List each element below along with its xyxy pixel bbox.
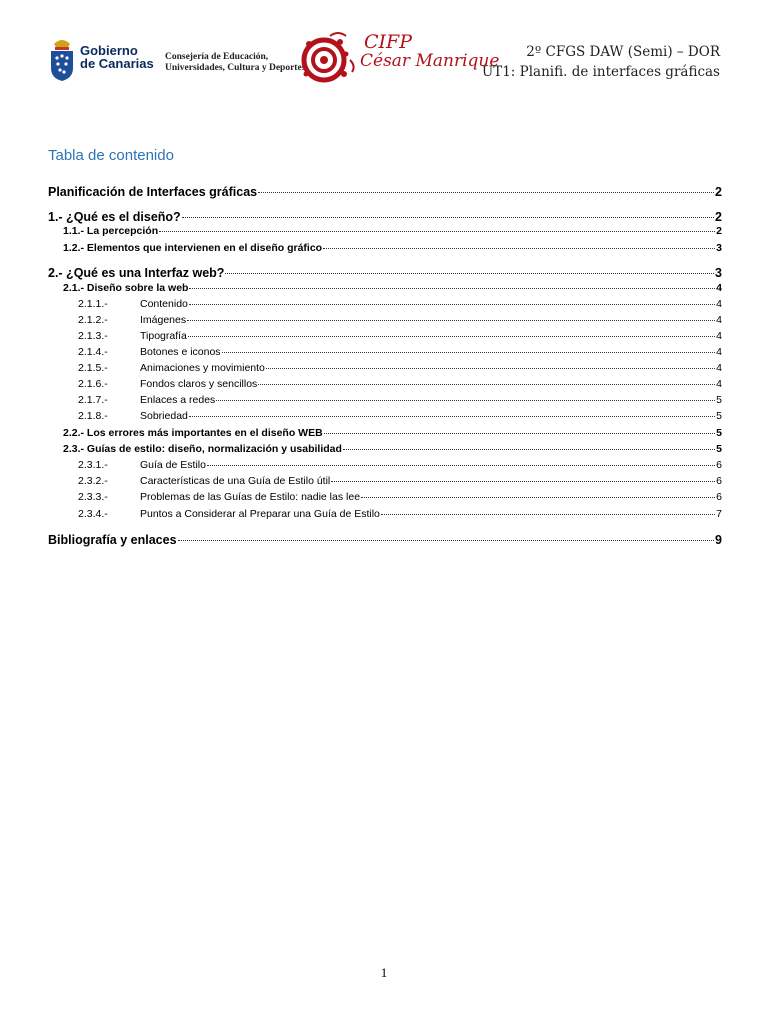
toc-entry[interactable]	[48, 313, 722, 326]
toc-dot-leader	[381, 504, 715, 514]
toc-entry-number: 2.1.6.-	[78, 378, 108, 391]
toc-entry-title: Fondos claros y sencillos	[140, 378, 258, 391]
toc-entry-title: 2.1.- Diseño sobre la web	[63, 282, 189, 295]
toc-entry-number: 2.3.4.-	[78, 508, 108, 521]
toc-entry-page: 2	[715, 185, 722, 200]
toc-entry-number: 2.1.2.-	[78, 314, 108, 327]
toc-entry[interactable]	[48, 184, 722, 199]
toc-dot-leader	[361, 487, 715, 497]
toc-entry[interactable]	[48, 241, 722, 254]
toc-entry-title: Planificación de Interfaces gráficas	[48, 185, 258, 200]
toc-entry[interactable]	[48, 345, 722, 358]
consejeria-line1: Consejería de Educación,	[165, 52, 269, 62]
toc-entry-title: Botones e iconos	[140, 346, 221, 359]
toc-dot-leader	[182, 206, 714, 218]
cifp-wordmark-line2: César Manrique	[360, 51, 500, 71]
toc-entry-number: 2.1.5.-	[78, 362, 108, 375]
toc-dot-leader	[331, 471, 715, 481]
toc-entry-page: 6	[716, 459, 722, 472]
page-header	[0, 0, 768, 100]
gobierno-name	[80, 44, 154, 70]
toc-entry-title: Guía de Estilo	[140, 459, 206, 472]
toc-entry-page: 4	[716, 314, 722, 327]
toc-entry-title: Enlaces a redes	[140, 394, 216, 407]
toc-entry-number: 2.1.1.-	[78, 298, 108, 311]
toc-entry-number: 2.3.3.-	[78, 491, 108, 504]
toc-entry-title: 1.2.- Elementos que intervienen en el diseño gráfico	[63, 242, 323, 255]
toc-entry[interactable]	[48, 224, 722, 237]
toc-entry-page: 3	[715, 266, 722, 281]
toc-entry-page: 5	[716, 427, 722, 440]
toc-dot-leader	[207, 455, 715, 465]
toc-entry-title: 1.- ¿Qué es el diseño?	[48, 210, 181, 225]
consejeria-line2: Universidades, Cultura y Deportes	[165, 62, 306, 73]
consejeria-name	[165, 52, 305, 73]
toc-entry-page: 4	[716, 282, 722, 295]
toc-dot-leader	[222, 342, 716, 352]
toc-entry-title: 2.- ¿Qué es una Interfaz web?	[48, 266, 225, 281]
toc-entry[interactable]	[48, 458, 722, 471]
toc-entry-page: 4	[716, 330, 722, 343]
toc-dot-leader	[178, 529, 715, 541]
toc-entry-number: 2.1.4.-	[78, 346, 108, 359]
toc-entry[interactable]	[48, 281, 722, 294]
toc-dot-leader	[189, 294, 715, 304]
toc-entry-number: 2.1.7.-	[78, 394, 108, 407]
toc-entry[interactable]	[48, 474, 722, 487]
toc-dot-leader	[216, 390, 715, 400]
toc-entry[interactable]	[48, 532, 722, 547]
toc-entry-title: 2.3.- Guías de estilo: diseño, normalización y usabilidad	[63, 443, 342, 456]
toc-entry-page: 4	[716, 298, 722, 311]
toc-dot-leader	[225, 262, 714, 274]
toc-title: Tabla de contenido	[48, 147, 174, 164]
toc-entry[interactable]	[48, 377, 722, 390]
toc-dot-leader	[189, 406, 715, 416]
toc-dot-leader	[323, 238, 715, 248]
toc-entry[interactable]	[48, 507, 722, 520]
toc-entry-number: 2.1.8.-	[78, 410, 108, 423]
gobierno-name-line2: de Canarias	[80, 56, 154, 71]
toc-entry-page: 9	[715, 533, 722, 548]
toc-entry-page: 6	[716, 475, 722, 488]
toc-entry-title: 1.1.- La percepción	[63, 225, 159, 238]
gobierno-canarias-shield-icon	[48, 38, 76, 82]
toc-dot-leader	[258, 374, 715, 384]
toc-entry[interactable]	[48, 409, 722, 422]
toc-entry-title: Sobriedad	[140, 410, 188, 423]
toc-entry[interactable]	[48, 426, 722, 439]
course-title: 2º CFGS DAW (Semi) – DOR	[526, 44, 720, 60]
toc-entry-page: 5	[716, 410, 722, 423]
toc-entry-page: 2	[715, 210, 722, 225]
toc-entry[interactable]	[48, 297, 722, 310]
toc-entry[interactable]	[48, 329, 722, 342]
toc-entry-page: 5	[716, 443, 722, 456]
toc-entry-title: Puntos a Considerar al Preparar una Guía de Estilo	[140, 508, 380, 521]
toc-dot-leader	[188, 326, 715, 336]
toc-dot-leader	[159, 221, 715, 231]
toc-entry-number: 2.3.2.-	[78, 475, 108, 488]
toc-entry-title: Problemas de las Guías de Estilo: nadie las lee	[140, 491, 361, 504]
gobierno-name-line1: Gobierno	[80, 43, 138, 58]
toc-entry-page: 4	[716, 362, 722, 375]
header-course-info	[482, 42, 720, 82]
toc-entry-title: Tipografía	[140, 330, 187, 343]
cifp-wordmark	[360, 32, 499, 70]
toc-entry[interactable]	[48, 442, 722, 455]
toc-entry-title: 2.2.- Los errores más importantes en el diseño WEB	[63, 427, 323, 440]
toc-entry-title: Contenido	[140, 298, 188, 311]
toc-entry-page: 2	[716, 225, 722, 238]
toc-entry-page: 4	[716, 346, 722, 359]
toc-entry-title: Animaciones y movimiento	[140, 362, 265, 375]
toc-entry-page: 4	[716, 378, 722, 391]
toc-dot-leader	[258, 181, 714, 193]
toc-entry-page: 3	[716, 242, 722, 255]
toc-entry[interactable]	[48, 490, 722, 503]
toc-entry-title: Bibliografía y enlaces	[48, 533, 177, 548]
toc-entry-page: 6	[716, 491, 722, 504]
toc-entry[interactable]	[48, 361, 722, 374]
toc-entry-page: 7	[716, 508, 722, 521]
toc-entry-number: 2.3.1.-	[78, 459, 108, 472]
toc-dot-leader	[343, 439, 715, 449]
cifp-logo-icon	[300, 30, 358, 84]
toc-entry-number: 2.1.3.-	[78, 330, 108, 343]
cifp-wordmark-line1: CIFP	[364, 31, 413, 53]
toc-entry[interactable]	[48, 393, 722, 406]
toc-entry-page: 5	[716, 394, 722, 407]
toc-dot-leader	[266, 358, 715, 368]
toc-entry-title: Imágenes	[140, 314, 187, 327]
toc-dot-leader	[324, 423, 715, 433]
toc-dot-leader	[189, 278, 715, 288]
toc-dot-leader	[187, 310, 715, 320]
toc-entry-title: Características de una Guía de Estilo útil	[140, 475, 331, 488]
unit-title: UT1: Planifi. de interfaces gráficas	[481, 64, 720, 80]
page-number: 1	[380, 965, 388, 980]
